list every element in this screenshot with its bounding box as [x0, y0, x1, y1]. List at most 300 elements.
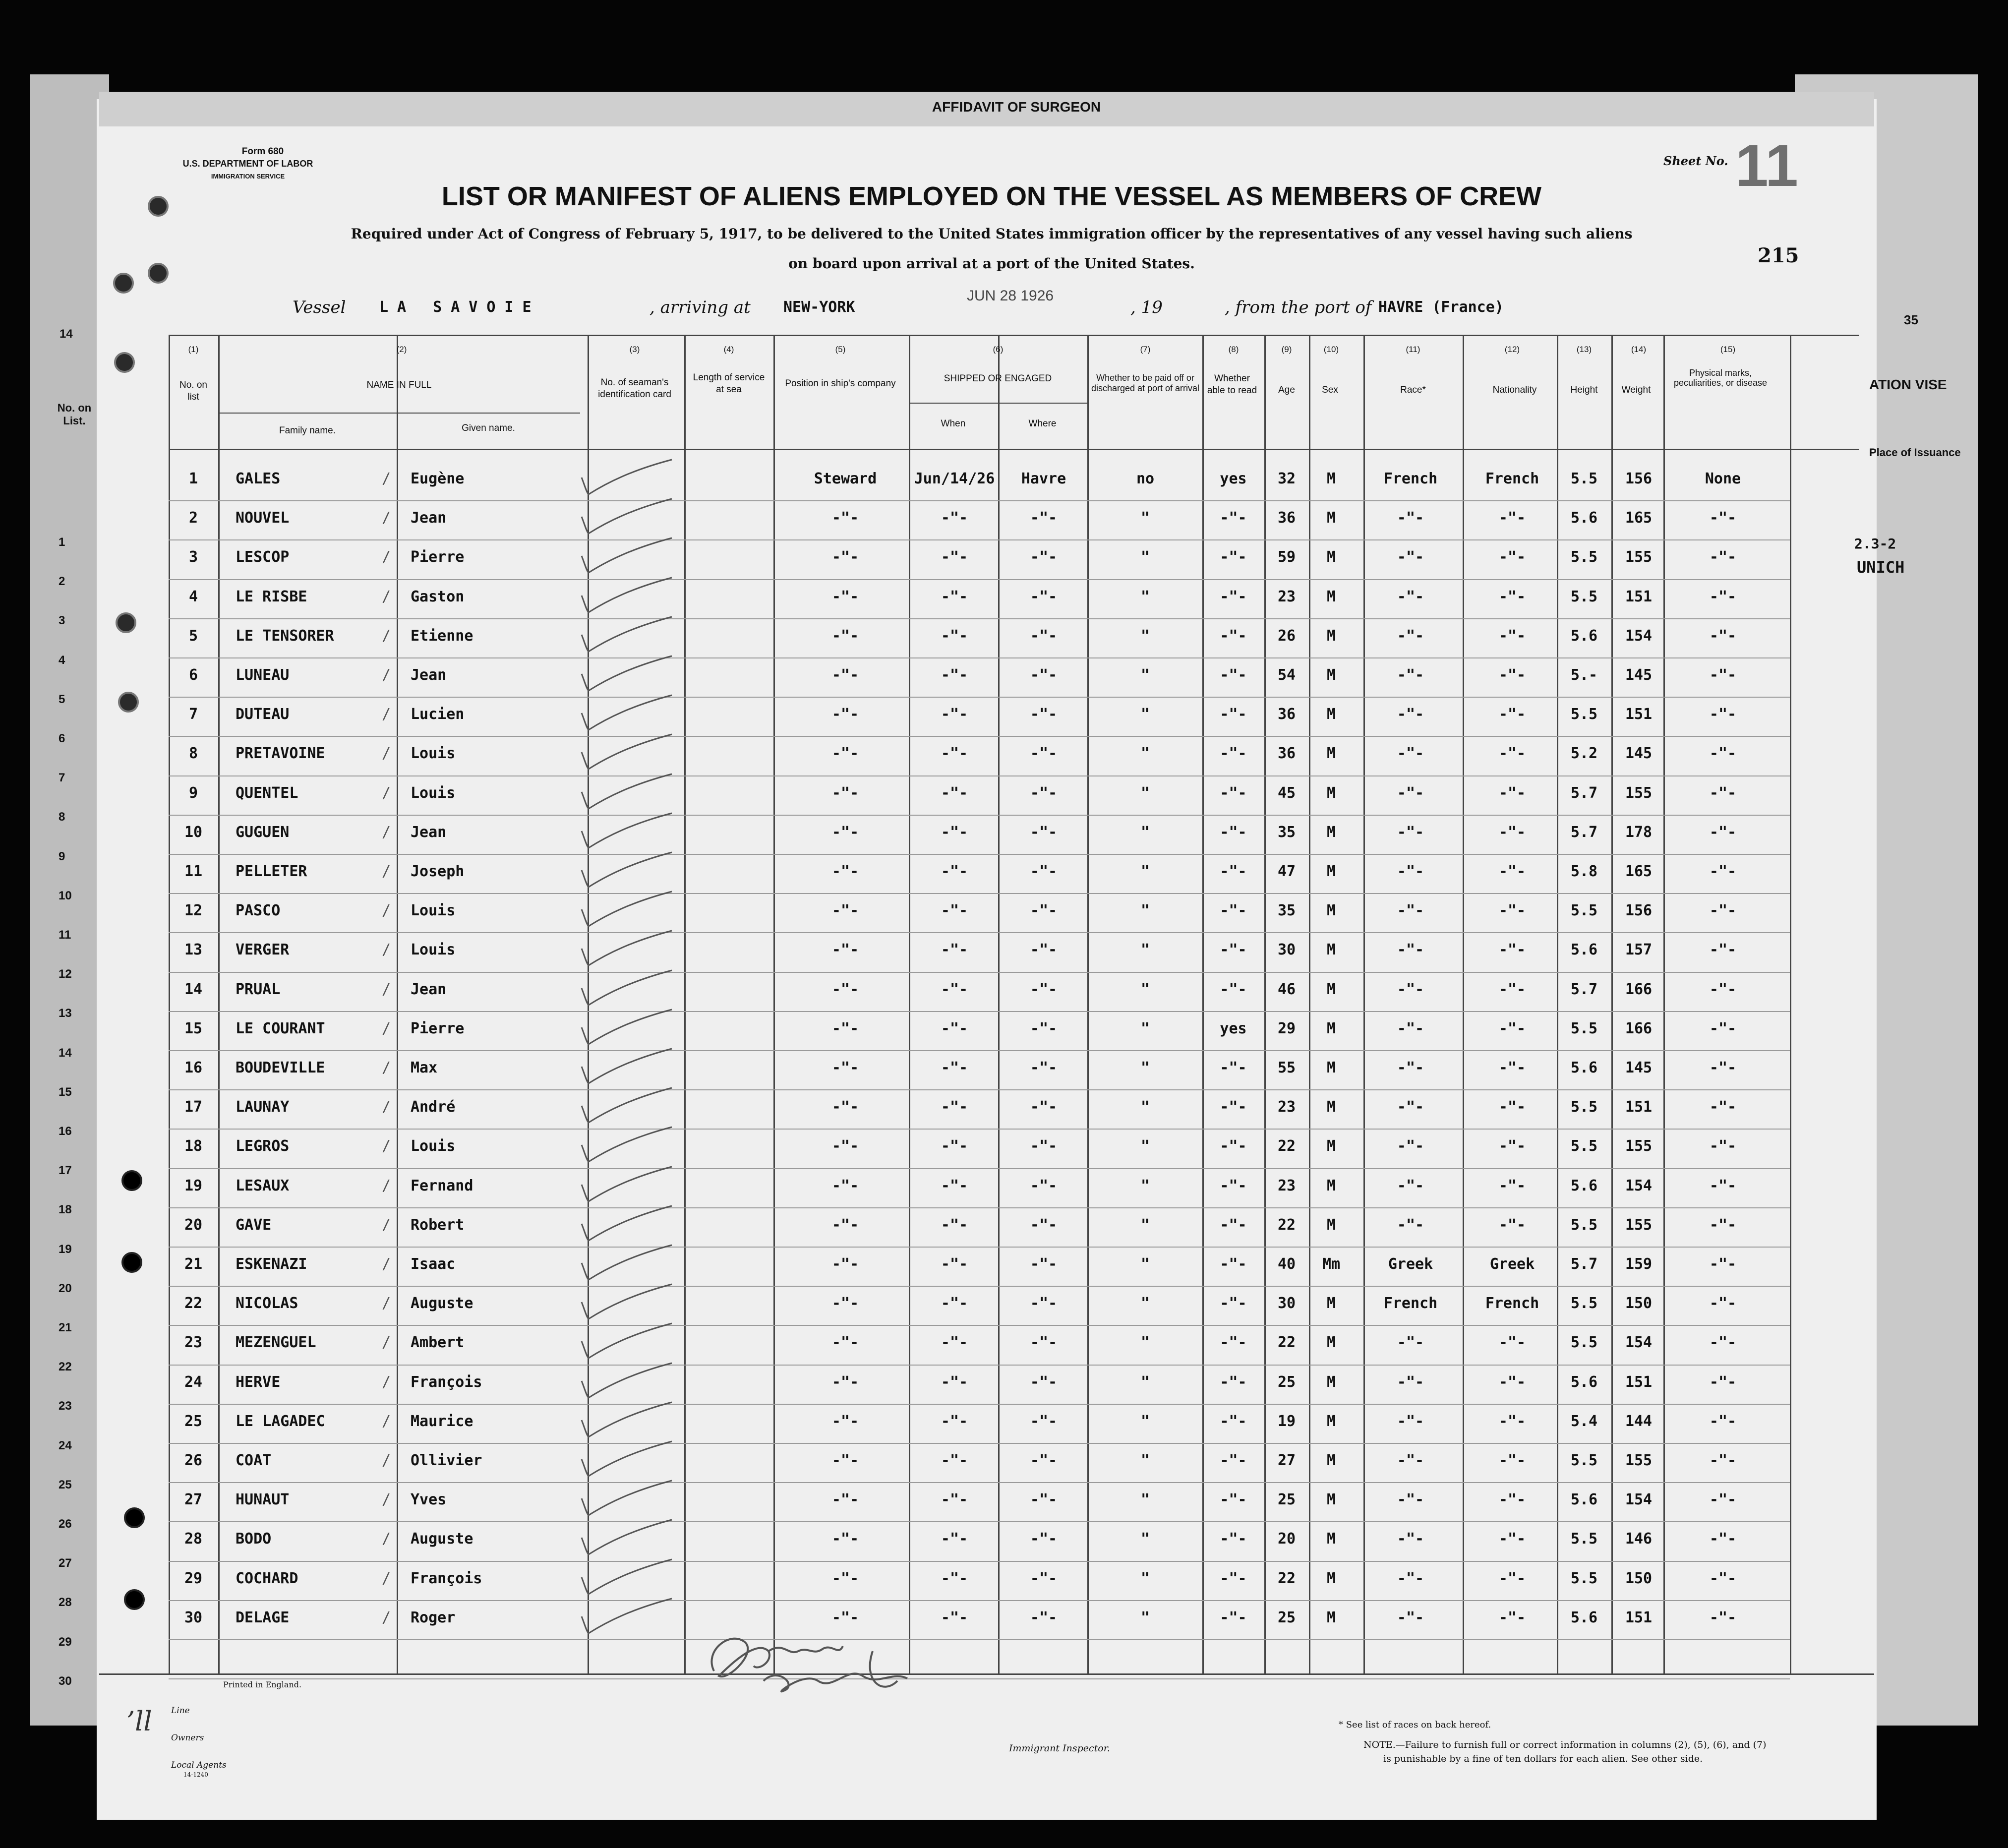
cell-sex: M: [1326, 823, 1336, 841]
column-number: (12): [1504, 345, 1520, 354]
cell-age: 25: [1277, 1491, 1296, 1509]
cell-when: -"-: [941, 980, 968, 998]
cell-position: -"-: [831, 588, 859, 605]
cell-race: -"-: [1397, 588, 1424, 605]
cell-age: 26: [1277, 627, 1296, 645]
cell-position: -"-: [831, 1019, 859, 1037]
left-margin-number: 16: [59, 1125, 72, 1138]
cell-sex: M: [1326, 1059, 1336, 1076]
cell-given: Louis: [411, 902, 456, 920]
punch-hole: [121, 1252, 142, 1273]
check-mark: [575, 497, 679, 541]
left-margin-number: 24: [59, 1438, 72, 1452]
cell-weight: 155: [1625, 784, 1653, 802]
left-margin-top: 14: [59, 327, 73, 341]
column-number: (15): [1720, 345, 1736, 354]
cell-position: -"-: [831, 980, 859, 998]
cell-read: -"-: [1220, 1295, 1247, 1312]
cell-sex: M: [1326, 1609, 1336, 1626]
cell-when: -"-: [941, 1019, 968, 1037]
cell-family: LESAUX: [236, 1177, 290, 1194]
left-margin-number: 21: [59, 1321, 72, 1334]
cell-race: -"-: [1397, 1137, 1424, 1155]
cell-position: -"-: [831, 627, 859, 645]
cell-where: -"-: [1030, 1412, 1058, 1430]
cell-given: Yves: [411, 1491, 447, 1509]
cell-sex: M: [1326, 706, 1336, 723]
header-when: When: [941, 418, 966, 429]
cell-nationality: -"-: [1498, 980, 1526, 998]
cell-family: COAT: [236, 1452, 272, 1469]
cell-when: -"-: [941, 666, 968, 684]
cell-family: COCHARD: [236, 1569, 298, 1587]
cell-where: -"-: [1030, 1216, 1058, 1234]
cell-marks: -"-: [1709, 941, 1737, 959]
cell-paid: ": [1140, 902, 1150, 920]
column-divider: [397, 335, 398, 1673]
cell-nationality: -"-: [1498, 509, 1526, 527]
cell-marks: -"-: [1709, 1530, 1737, 1548]
punch-hole: [124, 1589, 145, 1610]
cell-paid: ": [1140, 1059, 1150, 1076]
cell-when: -"-: [941, 1098, 968, 1116]
cell-family: VERGER: [236, 941, 290, 959]
left-margin-number: 30: [59, 1674, 72, 1688]
cell-nationality: -"-: [1498, 863, 1526, 880]
punch-hole: [116, 612, 136, 633]
check-mark: [575, 1086, 679, 1131]
header-height: Height: [1570, 385, 1598, 395]
left-margin-number: 29: [59, 1635, 72, 1649]
cell-no: 10: [184, 823, 203, 841]
row-divider: [169, 775, 1790, 776]
row-divider: [169, 1011, 1790, 1012]
footer-printed: Printed in England.: [223, 1680, 302, 1689]
cell-where: -"-: [1030, 1452, 1058, 1469]
family-name-tick: /: [382, 1530, 391, 1548]
cell-age: 35: [1277, 823, 1296, 841]
cell-no: 2: [188, 509, 198, 527]
cell-sex: M: [1326, 1491, 1336, 1509]
cell-age: 23: [1277, 588, 1296, 605]
check-mark: [575, 458, 679, 502]
column-number: (14): [1631, 345, 1647, 354]
affidavit-title: AFFIDAVIT OF SURGEON: [932, 99, 1101, 115]
cell-position: -"-: [831, 823, 859, 841]
punch-hole: [113, 273, 134, 294]
cell-sex: M: [1326, 627, 1336, 645]
column-divider: [1557, 335, 1558, 1673]
cell-weight: 154: [1625, 627, 1653, 645]
cell-sex: M: [1326, 509, 1336, 527]
cell-when: -"-: [941, 823, 968, 841]
cell-where: -"-: [1030, 823, 1058, 841]
cell-read: -"-: [1220, 1255, 1247, 1273]
cell-position: -"-: [831, 1452, 859, 1469]
family-name-tick: /: [382, 941, 391, 959]
family-name-tick: /: [382, 902, 391, 920]
sheet-number: 11: [1735, 132, 1798, 199]
header-where: Where: [1028, 418, 1057, 429]
cell-height: 5.4: [1570, 1412, 1598, 1430]
cell-given: Fernand: [411, 1177, 473, 1194]
column-divider: [1611, 335, 1613, 1673]
family-name-tick: /: [382, 706, 391, 723]
cell-where: Havre: [1021, 470, 1066, 487]
cell-read: -"-: [1220, 1412, 1247, 1430]
row-divider: [169, 1089, 1790, 1090]
cell-where: -"-: [1030, 627, 1058, 645]
cell-given: Pierre: [411, 1019, 465, 1037]
punch-hole: [148, 196, 169, 217]
cell-read: -"-: [1220, 1373, 1247, 1391]
cell-no: 20: [184, 1216, 203, 1234]
cell-age: 22: [1277, 1334, 1296, 1352]
cell-race: -"-: [1397, 1452, 1424, 1469]
cell-sex: M: [1326, 1137, 1336, 1155]
cell-marks: -"-: [1709, 1373, 1737, 1391]
cell-family: QUENTEL: [236, 784, 298, 802]
cell-no: 1: [188, 470, 198, 487]
cell-position: -"-: [831, 1216, 859, 1234]
family-name-tick: /: [382, 1609, 391, 1626]
left-margin-number: 2: [59, 575, 65, 589]
cell-marks: -"-: [1709, 1491, 1737, 1509]
cell-marks: -"-: [1709, 1334, 1737, 1352]
cell-paid: ": [1140, 627, 1150, 645]
column-number: (10): [1323, 345, 1339, 354]
left-margin-number: 11: [59, 928, 71, 942]
left-margin-number: 3: [59, 614, 65, 628]
row-divider: [169, 1639, 1790, 1640]
family-name-tick: /: [382, 823, 391, 841]
cell-family: PRETAVOINE: [236, 745, 325, 763]
left-margin-header: No. on List.: [57, 402, 92, 427]
cell-where: -"-: [1030, 1569, 1058, 1587]
cell-read: -"-: [1220, 1137, 1247, 1155]
header-length-service: Length of service at sea: [693, 372, 765, 395]
check-mark: [575, 1518, 679, 1562]
cell-family: MEZENGUEL: [236, 1334, 316, 1352]
cell-height: 5.6: [1570, 1059, 1598, 1076]
cell-weight: 154: [1625, 1334, 1653, 1352]
cell-weight: 151: [1625, 1609, 1653, 1626]
cell-read: -"-: [1220, 588, 1247, 605]
page-title: LIST OR MANIFEST OF ALIENS EMPLOYED ON THE VESSEL AS MEMBERS OF CREW: [441, 181, 1542, 211]
cell-paid: ": [1140, 1177, 1150, 1194]
form-number: Form 680: [241, 146, 284, 157]
cell-no: 8: [188, 745, 198, 763]
row-divider: [169, 1286, 1790, 1287]
cell-when: -"-: [941, 706, 968, 723]
cell-nationality: -"-: [1498, 1530, 1526, 1548]
cell-height: 5.7: [1570, 823, 1598, 841]
cell-race: Greek: [1388, 1255, 1433, 1273]
cell-position: -"-: [831, 745, 859, 763]
cell-given: Pierre: [411, 548, 465, 566]
punch-hole: [118, 692, 139, 713]
row-divider: [169, 539, 1790, 540]
column-divider: [1264, 335, 1266, 1673]
family-name-tick: /: [382, 1452, 391, 1469]
row-divider: [169, 1247, 1790, 1248]
cell-nationality: French: [1485, 1295, 1539, 1312]
cell-marks: -"-: [1709, 980, 1737, 998]
cell-no: 30: [184, 1609, 203, 1626]
column-divider: [1087, 335, 1089, 1673]
subtitle-line1: Required under Act of Congress of February 5, 1917, to be delivered to the United States immigration officer by the representatives of any vessel having such aliens: [351, 226, 1633, 242]
cell-family: ESKENAZI: [236, 1255, 307, 1273]
cell-sex: M: [1326, 470, 1336, 487]
cell-nationality: -"-: [1498, 1373, 1526, 1391]
cell-weight: 145: [1625, 1059, 1653, 1076]
cell-family: PELLETER: [236, 863, 307, 880]
cell-given: Jean: [411, 666, 447, 684]
row-divider: [169, 1521, 1790, 1522]
cell-no: 4: [188, 588, 198, 605]
sheet-label: Sheet No.: [1663, 154, 1728, 168]
header-shipped: SHIPPED OR ENGAGED: [944, 373, 1052, 384]
cell-read: -"-: [1220, 1609, 1247, 1626]
row-divider: [169, 1365, 1790, 1366]
cell-race: -"-: [1397, 1491, 1424, 1509]
row-divider: [169, 657, 1790, 658]
cell-where: -"-: [1030, 1098, 1058, 1116]
cell-marks: -"-: [1709, 509, 1737, 527]
cell-age: 23: [1277, 1177, 1296, 1194]
cell-height: 5.6: [1570, 1373, 1598, 1391]
cell-race: -"-: [1397, 941, 1424, 959]
cell-nationality: -"-: [1498, 1334, 1526, 1352]
cell-position: -"-: [831, 1334, 859, 1352]
family-name-tick: /: [382, 627, 391, 645]
cell-weight: 145: [1625, 666, 1653, 684]
cell-paid: ": [1140, 863, 1150, 880]
cell-sex: M: [1326, 666, 1336, 684]
cell-family: LE TENSORER: [236, 627, 334, 645]
check-mark: [575, 1439, 679, 1484]
cell-given: Ollivier: [411, 1452, 482, 1469]
family-name-tick: /: [382, 548, 391, 566]
check-mark: [575, 1321, 679, 1366]
cell-weight: 156: [1625, 902, 1653, 920]
column-divider: [1790, 335, 1791, 1673]
cell-age: 22: [1277, 1216, 1296, 1234]
cell-age: 25: [1277, 1373, 1296, 1391]
row-divider: [169, 697, 1790, 698]
cell-race: -"-: [1397, 1098, 1424, 1116]
family-name-tick: /: [382, 509, 391, 527]
cell-race: -"-: [1397, 548, 1424, 566]
cell-given: Auguste: [411, 1530, 473, 1548]
cell-position: -"-: [831, 1609, 859, 1626]
row-divider: [169, 1600, 1790, 1601]
cell-position: -"-: [831, 1412, 859, 1430]
cell-weight: 151: [1625, 706, 1653, 723]
cell-height: 5.5: [1570, 1569, 1598, 1587]
cell-age: 36: [1277, 745, 1296, 763]
family-name-tick: /: [382, 784, 391, 802]
punch-hole: [114, 352, 135, 373]
cell-height: 5.-: [1570, 666, 1598, 684]
cell-age: 36: [1277, 509, 1296, 527]
cell-sex: M: [1326, 863, 1336, 880]
cell-given: Auguste: [411, 1295, 473, 1312]
cell-position: -"-: [831, 863, 859, 880]
cell-family: LEGROS: [236, 1137, 290, 1155]
left-margin-number: 18: [59, 1203, 72, 1217]
cell-read: -"-: [1220, 745, 1247, 763]
column-number: (3): [629, 345, 640, 354]
column-number: (1): [188, 345, 199, 354]
cell-given: Jean: [411, 509, 447, 527]
column-number: (9): [1281, 345, 1292, 354]
check-mark: [575, 654, 679, 699]
column-number: (8): [1228, 345, 1239, 354]
column-divider: [1363, 335, 1365, 1673]
arriving-port: NEW-YORK: [783, 298, 855, 316]
cell-race: -"-: [1397, 1019, 1424, 1037]
cell-read: yes: [1220, 470, 1247, 487]
cell-when: -"-: [941, 1255, 968, 1273]
cell-read: -"-: [1220, 1569, 1247, 1587]
cell-when: -"-: [941, 902, 968, 920]
cell-when: -"-: [941, 1177, 968, 1194]
left-margin-number: 27: [59, 1556, 72, 1570]
cell-when: -"-: [941, 1059, 968, 1076]
cell-weight: 151: [1625, 1373, 1653, 1391]
cell-position: -"-: [831, 509, 859, 527]
cell-paid: ": [1140, 1569, 1150, 1587]
column-number: (6): [993, 345, 1004, 354]
cell-nationality: -"-: [1498, 1059, 1526, 1076]
cell-where: -"-: [1030, 1177, 1058, 1194]
cell-race: French: [1383, 470, 1438, 487]
cell-position: -"-: [831, 1491, 859, 1509]
check-mark: [575, 811, 679, 856]
cell-weight: 178: [1625, 823, 1653, 841]
cell-position: -"-: [831, 902, 859, 920]
cell-where: -"-: [1030, 863, 1058, 880]
cell-height: 5.7: [1570, 980, 1598, 998]
cell-when: -"-: [941, 1609, 968, 1626]
cell-given: Roger: [411, 1609, 456, 1626]
cell-position: -"-: [831, 666, 859, 684]
cell-no: 27: [184, 1491, 203, 1509]
check-mark: [575, 1557, 679, 1602]
left-margin-number: 20: [59, 1281, 72, 1295]
cell-weight: 155: [1625, 1452, 1653, 1469]
cell-weight: 146: [1625, 1530, 1653, 1548]
cell-when: -"-: [941, 784, 968, 802]
cell-position: -"-: [831, 1569, 859, 1587]
cell-weight: 150: [1625, 1295, 1653, 1312]
cell-paid: ": [1140, 941, 1150, 959]
cell-weight: 155: [1625, 548, 1653, 566]
cell-height: 5.6: [1570, 509, 1598, 527]
family-name-tick: /: [382, 1334, 391, 1352]
cell-no: 6: [188, 666, 198, 684]
cell-when: -"-: [941, 1373, 968, 1391]
cell-where: -"-: [1030, 902, 1058, 920]
header-marks: Physical marks, peculiarities, or disease: [1673, 368, 1768, 388]
left-margin-number: 7: [59, 771, 65, 785]
cell-given: Jean: [411, 823, 447, 841]
cell-paid: ": [1140, 823, 1150, 841]
cell-when: -"-: [941, 588, 968, 605]
cell-no: 29: [184, 1569, 203, 1587]
cell-nationality: -"-: [1498, 1452, 1526, 1469]
subtitle-line2: on board upon arrival at a port of the United States.: [788, 255, 1195, 272]
cell-marks: -"-: [1709, 1609, 1737, 1626]
header-able-read: Whether able to read: [1207, 373, 1257, 396]
check-mark: [575, 1243, 679, 1288]
cell-position: -"-: [831, 941, 859, 959]
cell-height: 5.6: [1570, 1177, 1598, 1194]
header-age: Age: [1278, 385, 1295, 395]
cell-paid: ": [1140, 1295, 1150, 1312]
cell-race: -"-: [1397, 1177, 1424, 1194]
cell-no: 3: [188, 548, 198, 566]
cell-nationality: -"-: [1498, 1216, 1526, 1234]
column-divider: [909, 335, 910, 1673]
column-divider: [169, 335, 170, 1673]
cell-nationality: -"-: [1498, 627, 1526, 645]
family-name-tick: /: [382, 588, 391, 605]
family-name-tick: /: [382, 1491, 391, 1509]
cell-family: PRUAL: [236, 980, 281, 998]
check-mark: [575, 929, 679, 973]
cell-paid: ": [1140, 1530, 1150, 1548]
cell-read: -"-: [1220, 1177, 1247, 1194]
cell-no: 15: [184, 1019, 203, 1037]
column-number: (7): [1140, 345, 1151, 354]
row-divider: [169, 1129, 1790, 1130]
cell-given: Lucien: [411, 706, 465, 723]
cell-age: 59: [1277, 548, 1296, 566]
cell-family: NICOLAS: [236, 1295, 298, 1312]
cell-age: 40: [1277, 1255, 1296, 1273]
footer-note-line2: is punishable by a fine of ten dollars for each alien. See other side.: [1383, 1753, 1703, 1764]
left-margin-number: 28: [59, 1596, 72, 1610]
footer-note-races: * See list of races on back hereof.: [1339, 1720, 1491, 1730]
cell-when: -"-: [941, 1530, 968, 1548]
footer-inspector: Immigrant Inspector.: [1009, 1743, 1110, 1754]
cell-nationality: -"-: [1498, 706, 1526, 723]
cell-family: LE COURANT: [236, 1019, 325, 1037]
punch-hole: [124, 1507, 145, 1528]
cell-where: -"-: [1030, 1530, 1058, 1548]
cell-marks: -"-: [1709, 1569, 1737, 1587]
cell-no: 5: [188, 627, 198, 645]
cell-sex: M: [1326, 1019, 1336, 1037]
cell-no: 14: [184, 980, 203, 998]
table-header-bottom-line: [169, 449, 1859, 450]
cell-age: 30: [1277, 941, 1296, 959]
cell-sex: M: [1326, 1452, 1336, 1469]
row-divider: [169, 500, 1790, 501]
from-label: , from the port of: [1225, 298, 1372, 317]
family-name-tick: /: [382, 1059, 391, 1076]
cell-age: 25: [1277, 1609, 1296, 1626]
cell-position: -"-: [831, 1137, 859, 1155]
check-mark: [575, 1282, 679, 1327]
cell-sex: M: [1326, 1216, 1336, 1234]
cell-when: -"-: [941, 1216, 968, 1234]
cell-given: André: [411, 1098, 456, 1116]
check-mark: [575, 1165, 679, 1209]
cell-when: -"-: [941, 627, 968, 645]
